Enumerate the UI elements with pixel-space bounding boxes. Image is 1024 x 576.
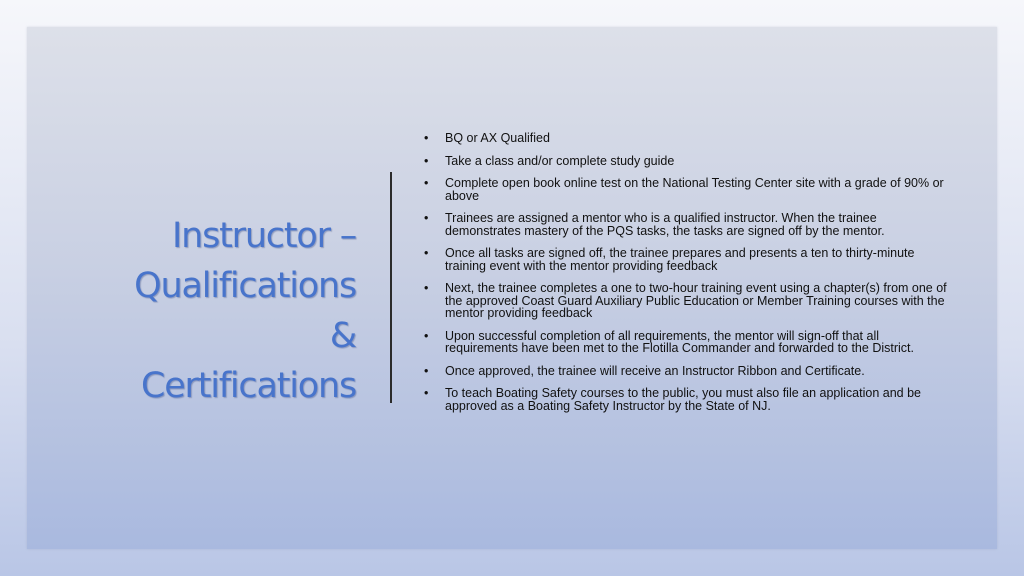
title-line-4: Certifications (140, 366, 356, 406)
slide (27, 27, 997, 549)
bullet-item: • Once approved, the trainee will receive an Instructor Ribbon and Certificate. (424, 365, 954, 378)
bullet-item: • Upon successful completion of all requirements, the mentor will sign-off that all requirements have been met to the Flotilla Commander and forwarded to the District. (424, 330, 954, 355)
slide-title (76, 211, 356, 411)
bullet-item: • Take a class and/or complete study guide (424, 155, 954, 168)
bullet-list (424, 132, 954, 422)
bullet-item: • Complete open book online test on the National Testing Center site with a grade of 90% or above (424, 177, 954, 202)
bullet-item: • To teach Boating Safety courses to the public, you must also file an application and be approved as a Boating Safety Instructor by the State of NJ. (424, 387, 954, 412)
bullet-item: • Trainees are assigned a mentor who is a qualified instructor. When the trainee demonstrates mastery of the PQS tasks, the tasks are signed off by the mentor. (424, 212, 954, 237)
vertical-divider (390, 172, 392, 403)
title-line-1: Instructor – (171, 216, 356, 256)
bullet-item: • Once all tasks are signed off, the trainee prepares and presents a ten to thirty-minute training event with the mentor providing feedback (424, 247, 954, 272)
title-line-3: & (329, 316, 356, 356)
bullet-item: • BQ or AX Qualified (424, 132, 954, 145)
title-line-2: Qualifications (134, 266, 356, 306)
bullet-item: • Next, the trainee completes a one to two-hour training event using a chapter(s) from one of the approved Coast Guard Auxiliary Public Education or Member Training courses with the mentor providing feedback (424, 282, 954, 320)
